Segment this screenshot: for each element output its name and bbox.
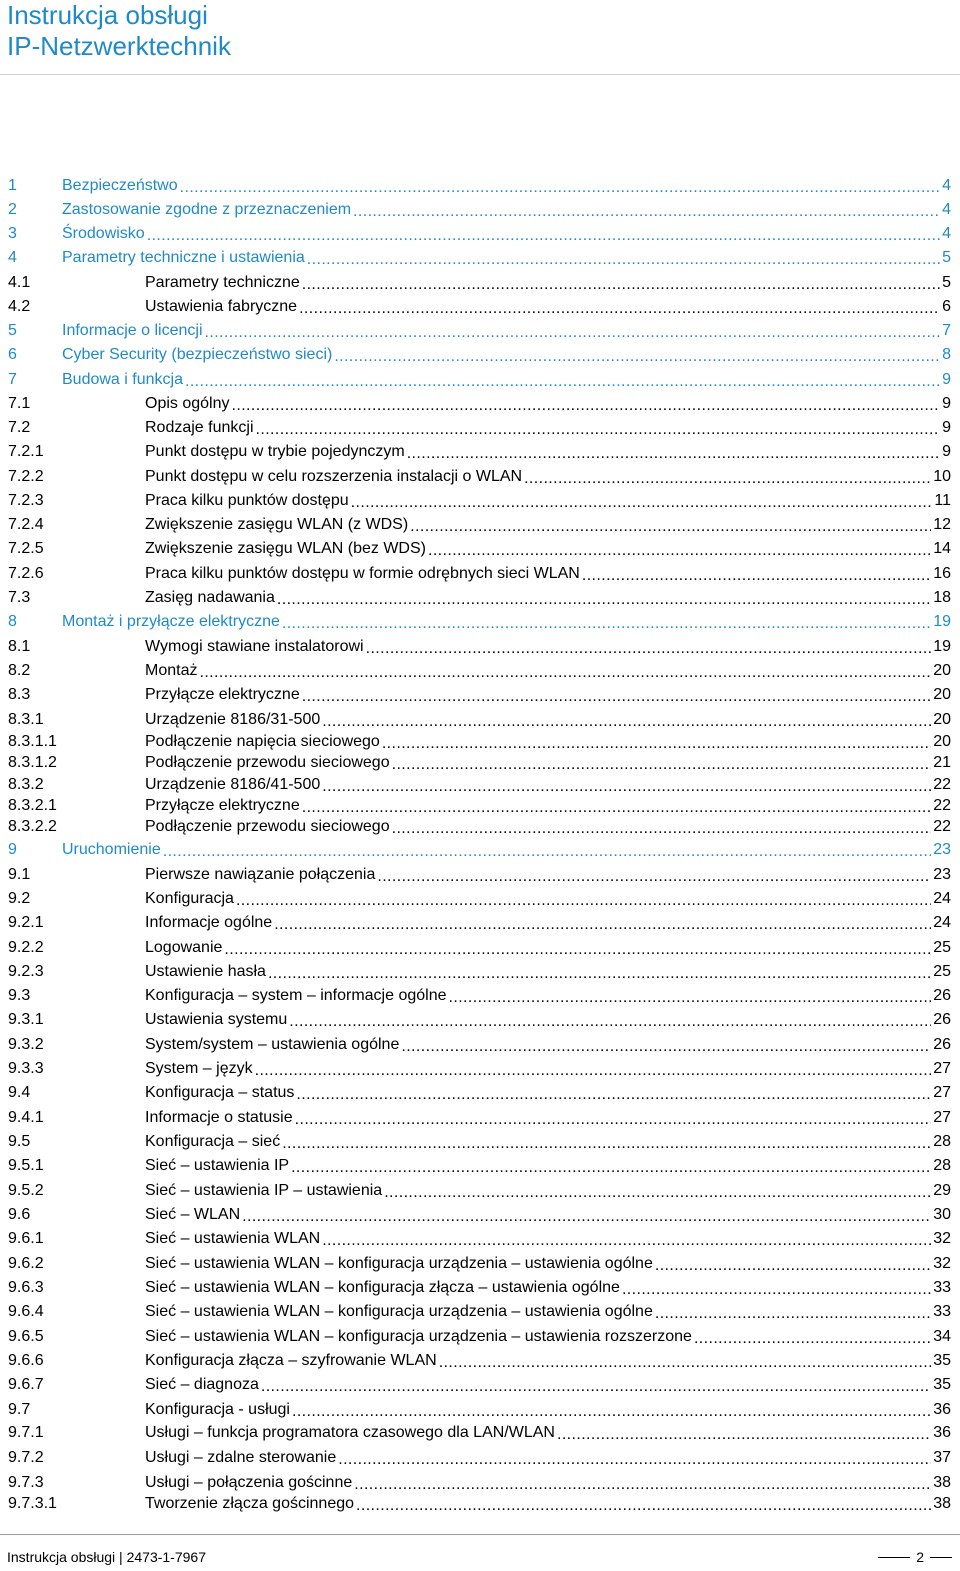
- toc-entry-number: 9.7: [8, 1401, 31, 1418]
- toc-entry-page: 23: [933, 841, 951, 858]
- toc-dot-leader: [302, 799, 931, 817]
- toc-entry[interactable]: [8, 1374, 951, 1396]
- toc-entry-page: 38: [933, 1495, 951, 1512]
- toc-entry-number: 8: [8, 613, 17, 630]
- toc-entry-page: 9: [942, 371, 951, 388]
- toc-entry[interactable]: [8, 344, 951, 366]
- toc-entry[interactable]: [8, 466, 951, 488]
- toc-entry-number: 9.5.1: [8, 1157, 44, 1174]
- toc-entry-title: Cyber Security (bezpieczeństwo sieci): [62, 346, 333, 363]
- toc-entry[interactable]: [8, 538, 951, 560]
- toc-entry-page: 20: [933, 686, 951, 703]
- toc-dot-leader: [322, 713, 931, 731]
- toc-entry-title: Montaż i przyłącze elektryczne: [62, 613, 280, 630]
- toc-entry-page: 28: [933, 1157, 951, 1174]
- toc-entry-number: 5: [8, 322, 17, 339]
- toc-entry-title: Sieć – ustawienia WLAN: [145, 1230, 321, 1247]
- toc-entry-number: 9.4: [8, 1084, 31, 1101]
- toc-entry-number: 6: [8, 346, 17, 363]
- toc-entry-page: 19: [933, 638, 951, 655]
- toc-dot-leader: [410, 518, 931, 536]
- toc-entry[interactable]: [8, 1350, 951, 1372]
- toc-entry-page: 26: [933, 1036, 951, 1053]
- toc-entry[interactable]: [8, 1082, 951, 1104]
- toc-entry-page: 20: [933, 733, 951, 750]
- toc-entry-title: Usługi – zdalne sterowanie: [145, 1449, 337, 1466]
- toc-entry-title: Sieć – ustawienia WLAN – konfiguracja urządzenia – ustawienia ogólne: [145, 1303, 653, 1320]
- toc-entry[interactable]: [8, 839, 951, 861]
- toc-dot-leader: [205, 324, 941, 342]
- toc-entry-number: 9.6: [8, 1206, 31, 1223]
- toc-dot-leader: [524, 470, 931, 488]
- toc-entry-title: Uruchomienie: [62, 841, 161, 858]
- toc-entry[interactable]: [8, 417, 951, 439]
- toc-entry-page: 29: [933, 1182, 951, 1199]
- toc-entry-title: Przyłącze elektryczne: [145, 797, 300, 814]
- toc-entry-title: Sieć – ustawienia WLAN – konfiguracja złącza – ustawienia ogólne: [145, 1279, 620, 1296]
- toc-entry-page: 24: [933, 914, 951, 931]
- toc-entry-title: Usługi – funkcja programatora czasowego dla LAN/WLAN: [145, 1424, 555, 1441]
- toc-entry-title: Urządzenie 8186/31-500: [145, 711, 321, 728]
- toc-entry-page: 18: [933, 589, 951, 606]
- toc-dot-leader: [428, 542, 931, 560]
- toc-entry-page: 33: [933, 1303, 951, 1320]
- toc-entry-number: 7.2.2: [8, 468, 44, 485]
- toc-dot-leader: [147, 227, 940, 245]
- toc-entry-title: Konfiguracja - usługi: [145, 1401, 290, 1418]
- toc-dot-leader: [366, 640, 932, 658]
- toc-entry-page: 10: [933, 468, 951, 485]
- toc-entry-title: Sieć – ustawienia IP: [145, 1157, 290, 1174]
- toc-entry[interactable]: [8, 731, 951, 753]
- toc-entry-number: 9.6.5: [8, 1328, 44, 1345]
- toc-entry[interactable]: [8, 296, 951, 318]
- toc-entry-title: Informacje ogólne: [145, 914, 273, 931]
- toc-entry-page: 8: [942, 346, 951, 363]
- toc-entry-title: Podłączenie przewodu sieciowego: [145, 754, 390, 771]
- toc-entry-page: 20: [933, 711, 951, 728]
- toc-dot-leader: [384, 1184, 931, 1202]
- document-subtitle: IP-Netzwerktechnik: [7, 31, 231, 61]
- toc-entry-page: 28: [933, 1133, 951, 1150]
- toc-entry-number: 8.3.1: [8, 711, 44, 728]
- toc-entry-number: 8.3.2: [8, 776, 44, 793]
- toc-entry-number: 9.7.2: [8, 1449, 44, 1466]
- footer-page-number: 2: [916, 1549, 924, 1565]
- toc-entry[interactable]: [8, 1326, 951, 1348]
- toc-entry-number: 8.3.2.1: [8, 797, 57, 814]
- toc-entry[interactable]: [8, 320, 951, 342]
- toc-entry-page: 34: [933, 1328, 951, 1345]
- toc-entry-title: Bezpieczeństwo: [62, 177, 178, 194]
- toc-entry-title: Punkt dostępu w trybie pojedynczym: [145, 443, 405, 460]
- toc-dot-leader: [277, 591, 931, 609]
- toc-entry-page: 4: [942, 177, 951, 194]
- toc-dot-leader: [353, 203, 940, 221]
- toc-entry[interactable]: [8, 1034, 951, 1056]
- toc-entry-number: 7.2.3: [8, 492, 44, 509]
- toc-dot-leader: [261, 1378, 931, 1396]
- toc-entry-number: 4: [8, 249, 17, 266]
- toc-entry-number: 9.6.2: [8, 1255, 44, 1272]
- footer-page-indicator: [878, 1549, 952, 1565]
- toc-entry-title: Urządzenie 8186/41-500: [145, 776, 321, 793]
- toc-entry-number: 9.2.1: [8, 914, 44, 931]
- toc-entry-page: 4: [942, 201, 951, 218]
- toc-dot-leader: [622, 1281, 931, 1299]
- toc-entry[interactable]: [8, 1107, 951, 1129]
- toc-entry-page: 9: [942, 419, 951, 436]
- toc-entry-title: Sieć – ustawienia IP – ustawienia: [145, 1182, 383, 1199]
- toc-entry[interactable]: [8, 774, 951, 796]
- toc-entry-number: 9.2.3: [8, 963, 44, 980]
- toc-entry-number: 9.6.6: [8, 1352, 44, 1369]
- toc-dot-leader: [334, 348, 940, 366]
- toc-entry[interactable]: [8, 1399, 951, 1421]
- toc-entry[interactable]: [8, 587, 951, 609]
- toc-dot-leader: [224, 941, 931, 959]
- toc-dot-leader: [407, 445, 940, 463]
- toc-dot-leader: [655, 1305, 931, 1323]
- toc-dot-leader: [274, 916, 931, 934]
- toc-dot-leader: [242, 1208, 931, 1226]
- toc-entry-number: 9.3.1: [8, 1011, 44, 1028]
- toc-entry-number: 8.1: [8, 638, 31, 655]
- toc-entry-page: 9: [942, 443, 951, 460]
- toc-entry-page: 36: [933, 1401, 951, 1418]
- toc-entry-title: Parametry techniczne: [145, 274, 300, 291]
- toc-entry-title: Zwiększenie zasięgu WLAN (bez WDS): [145, 540, 426, 557]
- toc-entry[interactable]: [8, 611, 951, 633]
- toc-entry-page: 24: [933, 890, 951, 907]
- toc-entry[interactable]: [8, 752, 951, 774]
- toc-entry[interactable]: [8, 1301, 951, 1323]
- toc-entry-title: Usługi – połączenia gościnne: [145, 1474, 353, 1491]
- toc-entry-title: Sieć – ustawienia WLAN – konfiguracja urządzenia – ustawienia rozszerzone: [145, 1328, 692, 1345]
- toc-entry-page: 35: [933, 1376, 951, 1393]
- toc-entry-title: Konfiguracja złącza – szyfrowanie WLAN: [145, 1352, 437, 1369]
- toc-dot-leader: [377, 868, 931, 886]
- toc-entry[interactable]: [8, 636, 951, 658]
- toc-dot-leader: [291, 1159, 931, 1177]
- toc-entry-page: 25: [933, 939, 951, 956]
- toc-dot-leader: [185, 373, 940, 391]
- toc-entry[interactable]: [8, 1472, 951, 1494]
- toc-dot-leader: [392, 820, 932, 838]
- toc-entry-number: 9: [8, 841, 17, 858]
- toc-entry-page: 26: [933, 1011, 951, 1028]
- toc-entry-number: 9.5.2: [8, 1182, 44, 1199]
- toc-entry-page: 16: [933, 565, 951, 582]
- toc-entry-page: 36: [933, 1424, 951, 1441]
- toc-entry-title: Przyłącze elektryczne: [145, 686, 300, 703]
- toc-dot-leader: [256, 421, 941, 439]
- toc-entry-number: 7.2.5: [8, 540, 44, 557]
- toc-dot-leader: [401, 1038, 931, 1056]
- footer-divider: [0, 1534, 960, 1535]
- toc-entry[interactable]: [8, 563, 951, 585]
- toc-dot-leader: [282, 615, 931, 633]
- toc-entry-title: Montaż: [145, 662, 198, 679]
- header-divider: [0, 74, 960, 75]
- toc-entry[interactable]: [8, 888, 951, 910]
- toc-entry-number: 7: [8, 371, 17, 388]
- toc-entry[interactable]: [8, 490, 951, 512]
- toc-dot-leader: [232, 397, 941, 415]
- toc-entry-page: 22: [933, 797, 951, 814]
- document-header: [7, 0, 231, 62]
- toc-entry-number: 7.1: [8, 395, 31, 412]
- toc-entry-title: Podłączenie napięcia sieciowego: [145, 733, 380, 750]
- page-number-dash-left: [878, 1557, 910, 1558]
- toc-entry[interactable]: [8, 912, 951, 934]
- toc-entry-title: System – język: [145, 1060, 253, 1077]
- toc-entry-number: 9.7.1: [8, 1424, 44, 1441]
- toc-dot-leader: [557, 1426, 931, 1444]
- toc-entry[interactable]: [8, 961, 951, 983]
- toc-entry-title: Środowisko: [62, 225, 145, 242]
- toc-entry[interactable]: [8, 1447, 951, 1469]
- toc-entry[interactable]: [8, 795, 951, 817]
- toc-entry-title: Praca kilku punktów dostępu w formie odrębnych sieci WLAN: [145, 565, 580, 582]
- toc-entry-number: 3: [8, 225, 17, 242]
- toc-dot-leader: [163, 843, 931, 861]
- toc-entry-title: Parametry techniczne i ustawienia: [62, 249, 305, 266]
- toc-entry-page: 5: [942, 274, 951, 291]
- toc-entry-title: Budowa i funkcja: [62, 371, 183, 388]
- toc-entry-number: 1: [8, 177, 17, 194]
- toc-entry-page: 27: [933, 1060, 951, 1077]
- toc-entry[interactable]: [8, 985, 951, 1007]
- toc-dot-leader: [655, 1257, 931, 1275]
- toc-entry-page: 7: [942, 322, 951, 339]
- toc-dot-leader: [236, 892, 931, 910]
- toc-entry-title: Wymogi stawiane instalatorowi: [145, 638, 364, 655]
- toc-entry-number: 9.5: [8, 1133, 31, 1150]
- toc-entry-title: Opis ogólny: [145, 395, 230, 412]
- toc-entry[interactable]: [8, 199, 951, 221]
- toc-entry-page: 11: [934, 492, 951, 509]
- toc-entry-title: Ustawienie hasła: [145, 963, 266, 980]
- toc-entry-page: 14: [933, 540, 951, 557]
- toc-dot-leader: [289, 1013, 931, 1031]
- toc-entry-page: 26: [933, 987, 951, 1004]
- toc-entry-title: Informacje o statusie: [145, 1109, 293, 1126]
- toc-dot-leader: [351, 494, 933, 512]
- toc-entry[interactable]: [8, 1180, 951, 1202]
- toc-entry-number: 7.2: [8, 419, 31, 436]
- toc-entry[interactable]: [8, 369, 951, 391]
- toc-entry-title: Tworzenie złącza gościnnego: [145, 1495, 355, 1512]
- toc-dot-leader: [296, 1086, 931, 1104]
- toc-entry-number: 7.2.4: [8, 516, 44, 533]
- toc-entry[interactable]: [8, 864, 951, 886]
- toc-entry-title: Konfiguracja – status: [145, 1084, 295, 1101]
- toc-entry[interactable]: [8, 1277, 951, 1299]
- toc-entry-number: 9.3.3: [8, 1060, 44, 1077]
- toc-dot-leader: [322, 778, 931, 796]
- toc-entry-page: 33: [933, 1279, 951, 1296]
- toc-entry-number: 9.4.1: [8, 1109, 44, 1126]
- toc-dot-leader: [199, 664, 931, 682]
- toc-entry-number: 9.7.3: [8, 1474, 44, 1491]
- toc-entry[interactable]: [8, 175, 951, 197]
- toc-dot-leader: [392, 756, 932, 774]
- toc-entry-number: 9.6.1: [8, 1230, 44, 1247]
- toc-dot-leader: [292, 1403, 931, 1421]
- toc-entry-title: Logowanie: [145, 939, 223, 956]
- toc-entry-title: Informacje o licencji: [62, 322, 203, 339]
- toc-entry-title: Sieć – diagnoza: [145, 1376, 259, 1393]
- toc-entry-number: 9.2.2: [8, 939, 44, 956]
- toc-dot-leader: [382, 735, 931, 753]
- toc-entry-number: 4.1: [8, 274, 31, 291]
- toc-entry-page: 32: [933, 1230, 951, 1247]
- toc-entry-title: Rodzaje funkcji: [145, 419, 254, 436]
- toc-entry-page: 20: [933, 662, 951, 679]
- toc-entry[interactable]: [8, 1155, 951, 1177]
- toc-entry[interactable]: [8, 709, 951, 731]
- toc-entry-number: 9.7.3.1: [8, 1495, 57, 1512]
- toc-entry[interactable]: [8, 937, 951, 959]
- toc-entry-title: Zasięg nadawania: [145, 589, 275, 606]
- toc-entry-number: 9.3.2: [8, 1036, 44, 1053]
- toc-entry-page: 21: [933, 754, 951, 771]
- toc-entry-number: 7.2.6: [8, 565, 44, 582]
- toc-entry-title: Punkt dostępu w celu rozszerzenia instalacji o WLAN: [145, 468, 523, 485]
- toc-entry-title: Konfiguracja – system – informacje ogólne: [145, 987, 447, 1004]
- toc-entry[interactable]: [8, 272, 951, 294]
- toc-entry[interactable]: [8, 1493, 951, 1515]
- toc-entry-page: 35: [933, 1352, 951, 1369]
- toc-entry-title: Zastosowanie zgodne z przeznaczeniem: [62, 201, 352, 218]
- toc-entry-number: 9.6.3: [8, 1279, 44, 1296]
- toc-dot-leader: [295, 1111, 932, 1129]
- toc-entry-number: 9.6.7: [8, 1376, 44, 1393]
- toc-entry-title: Sieć – ustawienia WLAN – konfiguracja urządzenia – ustawienia ogólne: [145, 1255, 653, 1272]
- toc-dot-leader: [439, 1354, 932, 1372]
- toc-dot-leader: [180, 179, 940, 197]
- toc-entry-title: Sieć – WLAN: [145, 1206, 241, 1223]
- toc-dot-leader: [338, 1451, 931, 1469]
- toc-entry-number: 9.3: [8, 987, 31, 1004]
- toc-dot-leader: [282, 1135, 931, 1153]
- page-number-dash-right: [930, 1557, 952, 1558]
- toc-entry-page: 37: [933, 1449, 951, 1466]
- toc-entry[interactable]: [8, 441, 951, 463]
- toc-entry-number: 8.3.1.2: [8, 754, 57, 771]
- toc-entry[interactable]: [8, 247, 951, 269]
- toc-entry[interactable]: [8, 1131, 951, 1153]
- toc-dot-leader: [302, 688, 931, 706]
- toc-entry-number: 2: [8, 201, 17, 218]
- toc-entry-page: 6: [942, 298, 951, 315]
- toc-entry-number: 9.2: [8, 890, 31, 907]
- toc-entry-page: 9: [942, 395, 951, 412]
- toc-entry-page: 30: [933, 1206, 951, 1223]
- footer-document-id: Instrukcja obsługi | 2473-1-7967: [7, 1549, 206, 1565]
- toc-dot-leader: [307, 251, 940, 269]
- toc-entry[interactable]: [8, 393, 951, 415]
- toc-entry-page: 19: [933, 613, 951, 630]
- toc-dot-leader: [302, 276, 940, 294]
- toc-entry[interactable]: [8, 223, 951, 245]
- toc-entry-title: Pierwsze nawiązanie połączenia: [145, 866, 376, 883]
- toc-entry-page: 32: [933, 1255, 951, 1272]
- toc-entry-number: 8.2: [8, 662, 31, 679]
- toc-entry-number: 8.3.1.1: [8, 733, 57, 750]
- toc-entry-number: 4.2: [8, 298, 31, 315]
- toc-entry-page: 27: [933, 1109, 951, 1126]
- toc-entry-page: 38: [933, 1474, 951, 1491]
- toc-entry[interactable]: [8, 1228, 951, 1250]
- toc-dot-leader: [354, 1476, 931, 1494]
- toc-entry-number: 7.3: [8, 589, 31, 606]
- toc-dot-leader: [299, 300, 940, 318]
- toc-entry[interactable]: [8, 684, 951, 706]
- toc-dot-leader: [322, 1232, 931, 1250]
- toc-entry-number: 9.1: [8, 866, 31, 883]
- toc-entry-title: Podłączenie przewodu sieciowego: [145, 818, 390, 835]
- toc-entry[interactable]: [8, 816, 951, 838]
- toc-dot-leader: [356, 1497, 931, 1515]
- toc-entry-title: System/system – ustawienia ogólne: [145, 1036, 400, 1053]
- toc-entry-title: Ustawienia fabryczne: [145, 298, 298, 315]
- toc-entry-number: 8.3: [8, 686, 31, 703]
- toc-entry-page: 27: [933, 1084, 951, 1101]
- toc-entry[interactable]: [8, 1253, 951, 1275]
- toc-entry-page: 12: [933, 516, 951, 533]
- toc-entry-number: 9.6.4: [8, 1303, 44, 1320]
- toc-entry-page: 25: [933, 963, 951, 980]
- document-title: Instrukcja obsługi: [7, 0, 208, 30]
- toc-entry-page: 23: [933, 866, 951, 883]
- toc-entry-title: Praca kilku punktów dostępu: [145, 492, 349, 509]
- toc-entry-number: 8.3.2.2: [8, 818, 57, 835]
- toc-entry-title: Ustawienia systemu: [145, 1011, 288, 1028]
- toc-entry[interactable]: [8, 1422, 951, 1444]
- toc-entry[interactable]: [8, 514, 951, 536]
- toc-entry-page: 4: [942, 225, 951, 242]
- toc-dot-leader: [582, 567, 931, 585]
- toc-entry-title: Zwiększenie zasięgu WLAN (z WDS): [145, 516, 409, 533]
- toc-entry[interactable]: [8, 660, 951, 682]
- toc-entry-title: Konfiguracja: [145, 890, 234, 907]
- toc-dot-leader: [255, 1062, 932, 1080]
- toc-entry[interactable]: [8, 1009, 951, 1031]
- toc-dot-leader: [694, 1330, 931, 1348]
- toc-entry-page: 22: [933, 818, 951, 835]
- toc-dot-leader: [268, 965, 931, 983]
- toc-dot-leader: [449, 989, 932, 1007]
- toc-entry-page: 5: [942, 249, 951, 266]
- toc-entry-page: 22: [933, 776, 951, 793]
- toc-entry-number: 7.2.1: [8, 443, 44, 460]
- toc-entry[interactable]: [8, 1058, 951, 1080]
- toc-entry-title: Konfiguracja – sieć: [145, 1133, 281, 1150]
- toc-entry[interactable]: [8, 1204, 951, 1226]
